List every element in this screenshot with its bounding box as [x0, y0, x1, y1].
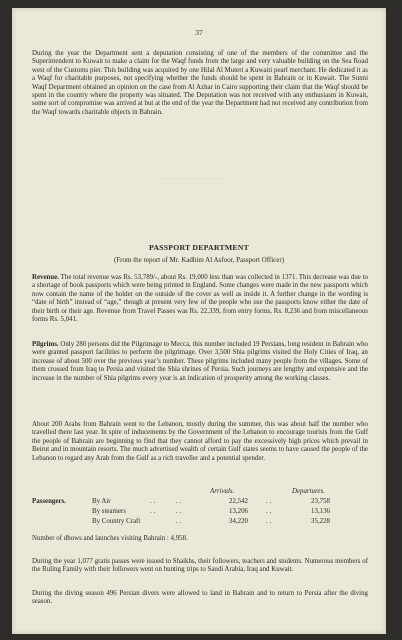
- arrivals-cell: 34,220: [229, 518, 248, 525]
- departures-cell: 35,228: [311, 518, 330, 525]
- revenue-heading: Revenue.: [32, 274, 59, 281]
- faint-bleed-text: — — — — — — — — —: [162, 175, 223, 180]
- lebanon-paragraph: About 200 Arabs from Bahrain went to the Lebanon, mostly during the summer, this was about half the number who travelled there last year. In spite of inducements by the Government of the Lebanon to encourage tourists from the Gulf the people of Bahrain are beginning to find that they cannot afford to pay the excessively high prices which prevail in Beirut and in mountain resorts. The much advertised wealth of certain Gulf states seems to have caused the people of the Lebanon to regard any Arab from the Gulf as a rich traveller and a potential spender.: [32, 421, 368, 462]
- pilgrims-paragraph: [32, 341, 368, 383]
- departures-header: Departures.: [292, 488, 325, 495]
- pilgrims-text: Only 280 persons did the Pilgrimage to Mecca, this number included 19 Persians, long resident in Bahrain who were granted passport facilities to perform the pilgrimage. Over 3,500 Shia pilgrims visited the Holy Cities of Iraq, an increase of about 500 over the previous year’s number. These pilgrims included many people from the villages. Some of them crossed from Iraq to Persia and visited the Shia shrines of Persia. Such journeys are lengthy and expensive and the increase in the number of Shia pilgrims every year is an indication of prosperity among the working classes.: [32, 341, 368, 382]
- page-number: 37: [195, 28, 203, 37]
- table-row: By steamers . . . . 13,206 . . 13,136: [92, 508, 330, 515]
- gratis-paragraph: During the year 1,077 gratis passes were issued to Shaikhs, their followers, teachers and students. Numerous members of the Ruling Family with their followers went on hunting trips to Saudi Arabia, Iraq and Kuwait.: [32, 558, 368, 574]
- mode-cell: By Air: [92, 498, 111, 505]
- table-row: By Country Craft . . 34,220 . . 35,228: [92, 518, 330, 525]
- revenue-text: The total revenue was Rs. 53,789/-, about Rs. 19,000 less than was collected in 1371. This decrease was due to a shortage of book passports which were being printed in England. Some changes were made in the new passports which now contain the name of the holder on the outside of the cover as well as inside it. A further change in the wording is “date of birth” instead of “age,” though at present very few of the people who use the passports know either the date of their birth or their age. Revenue from Travel Passes was Rs. 22,339, from entry forms, Rs. 8,236 and from miscellaneous forms Rs. 5,041.: [32, 274, 368, 324]
- revenue-paragraph: [32, 274, 368, 324]
- department-title: PASSPORT DEPARTMENT: [148, 243, 250, 252]
- department-subtitle: (From the report of Mr. Kadhim Al Asfoor, Passport Officer): [113, 256, 285, 264]
- passenger-table: [32, 488, 368, 528]
- departures-cell: 13,136: [311, 508, 330, 515]
- waqf-paragraph: During the year the Department sent a deputation consisting of one of the members of the committee and the Superintendent to Kuwait to make a claim for the Waqf funds from the large and very valuable building on the Sea Road west of the Customs pier. This building was acquired by one Hilal Al Muteri a Kuwaiti pearl merchant. He dedicated it as a Waqf for charitable purposes, not specifying whether the funds should be spent in Bahrain or in Kuwait. The Sunni Waqf Department obtained an opinion on the case from Al Azhar in Cairo supporting their claim that the Waqf should be spent in the country where the property was situated. The Deputation was not received with any enthusiasm in Kuwait, some sort of compromise was arrived at but at the end of the year the Department had not received any contribution from the Waqf towards charitable objects in Bahrain.: [32, 50, 368, 116]
- table-header-row: [32, 488, 368, 498]
- pilgrims-heading: Pilgrims.: [32, 341, 59, 348]
- passengers-label: Passengers.: [32, 498, 66, 505]
- document-page: [12, 8, 386, 634]
- arrivals-header: Arrivals.: [210, 488, 235, 495]
- dhow-count-line: Number of dhows and launches visiting Bahrain : 4,958.: [32, 535, 188, 542]
- mode-cell: By Country Craft: [92, 518, 141, 525]
- arrivals-cell: 13,206: [229, 508, 248, 515]
- mode-cell: By steamers: [92, 508, 126, 515]
- divers-paragraph: During the diving season 496 Persian divers were allowed to land in Bahrain and to return to Persia after the diving season.: [32, 590, 368, 606]
- arrivals-cell: 22,542: [229, 498, 248, 505]
- departures-cell: 23,758: [311, 498, 330, 505]
- table-row: Passengers. By Air . . . . 22,542 . . 23,758: [32, 498, 330, 505]
